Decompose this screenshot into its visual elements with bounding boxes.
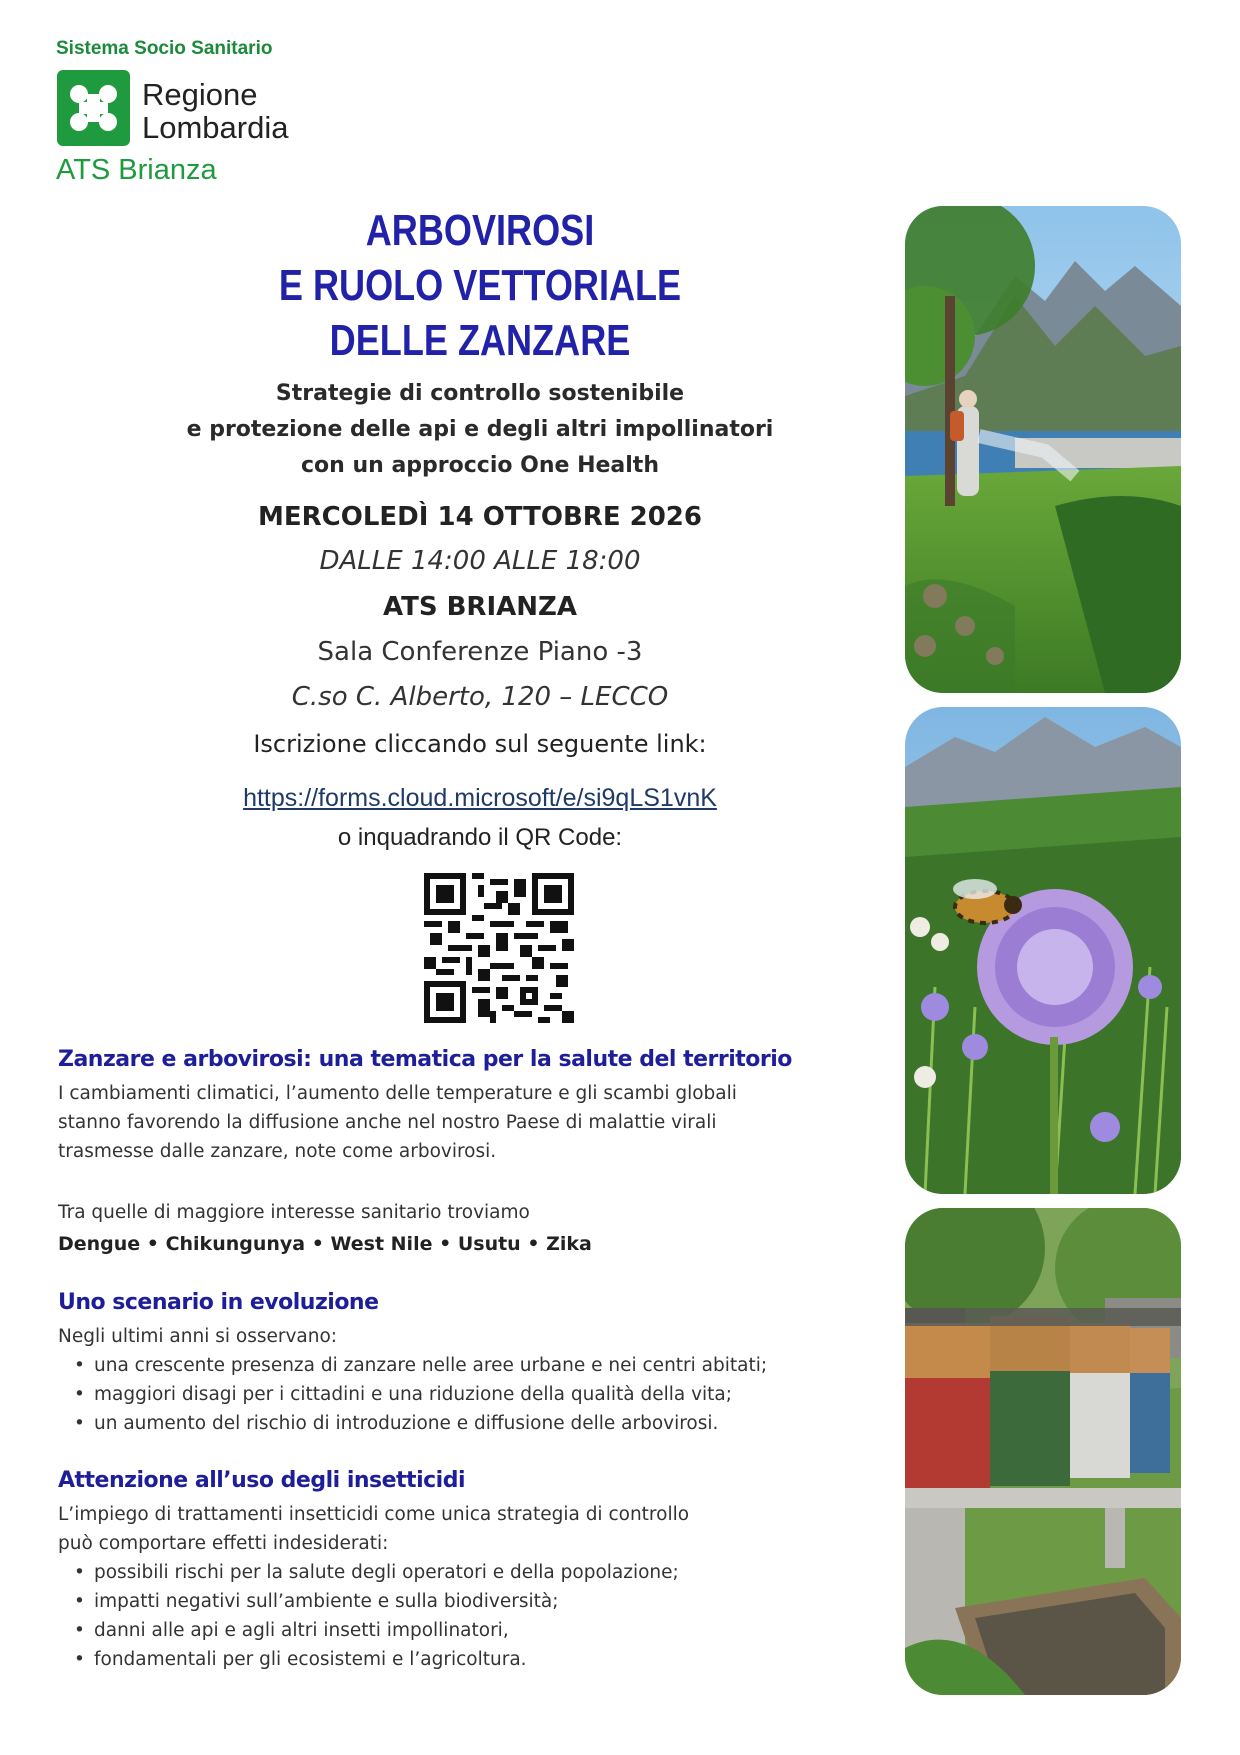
section-1-heading: Zanzare e arbovirosi: una tematica per la salute del territorio [58,1047,792,1072]
photo-bee-flower [905,707,1181,1194]
list-item: • un aumento del rischio di introduzione e diffusione delle arbovirosi. [70,1409,870,1438]
disease-list: Dengue • Chikungunya • West Nile • Usutu • Zika [58,1233,592,1255]
section-2-heading: Uno scenario in evoluzione [58,1290,379,1315]
section-1-line-3: trasmesse dalle zanzare, note come arbovirosi. [58,1141,497,1162]
title-line-1: ARBOVIROSI [365,206,595,255]
section-1-line-1: I cambiamenti climatici, l’aumento delle temperature e gli scambi globali [58,1083,737,1104]
event-venue: ATS BRIANZA [383,592,577,622]
section-2-list [70,1351,870,1438]
subtitle-line-2: e protezione delle api e degli altri impollinatori [186,417,774,442]
logo-line-2: Lombardia [142,110,289,145]
section-3-list [70,1558,870,1674]
section-1-line-2: stanno favorendo la diffusione anche nel nostro Paese di malattie virali [58,1112,717,1133]
regione-lombardia-logo-icon [57,70,130,146]
title-line-2: E RUOLO VETTORIALE [278,261,682,310]
org-system-name: Sistema Socio Sanitario [56,38,273,59]
list-item: • maggiori disagi per i cittadini e una riduzione della qualità della vita; [70,1380,870,1409]
list-item: • danni alle api e agli altri insetti impollinatori, [70,1616,870,1645]
event-time: DALLE 14:00 ALLE 18:00 [319,546,641,576]
title-line-3: DELLE ZANZARE [329,316,631,365]
list-item: • possibili rischi per la salute degli operatori e della popolazione; [70,1558,870,1587]
photo-lake-spraying [905,206,1181,693]
registration-text: Iscrizione cliccando sul seguente link: [253,730,707,758]
qr-code-icon[interactable] [424,873,574,1023]
logo-wordmark [142,78,288,144]
photo-beehives [905,1208,1181,1695]
logo-line-1: Regione [142,77,258,112]
list-item: • impatti negativi sull’ambiente e sulla biodiversità; [70,1587,870,1616]
event-date: MERCOLEDÌ 14 OTTOBRE 2026 [258,502,702,532]
event-room: Sala Conferenze Piano -3 [317,637,643,667]
page-title [250,203,709,368]
section-3-heading: Attenzione all’uso degli insetticidi [58,1468,465,1493]
subtitle-line-3: con un approccio One Health [300,453,659,478]
org-sub-name: ATS Brianza [56,154,217,186]
qr-caption: o inquadrando il QR Code: [337,824,623,851]
list-item: • una crescente presenza di zanzare nelle aree urbane e nei centri abitati; [70,1351,870,1380]
list-item-continuation: • fondamentali per gli ecosistemi e l’agricoltura. [70,1645,870,1674]
section-2-intro: Negli ultimi anni si osservano: [58,1326,338,1347]
section-1-body [58,1079,848,1166]
section-3-line-1: L’impiego di trattamenti insetticidi come unica strategia di controllo [58,1504,690,1525]
registration-link[interactable]: https://forms.cloud.microsoft/e/si9qLS1vnK [243,784,717,812]
event-address: C.so C. Alberto, 120 – LECCO [291,682,669,712]
subtitle [150,376,810,484]
subtitle-line-1: Strategie di controllo sostenibile [275,381,685,406]
section-1-intro-2: Tra quelle di maggiore interesse sanitario troviamo [58,1202,530,1223]
section-3-line-2: può comportare effetti indesiderati: [58,1533,389,1554]
section-3-body [58,1500,848,1558]
